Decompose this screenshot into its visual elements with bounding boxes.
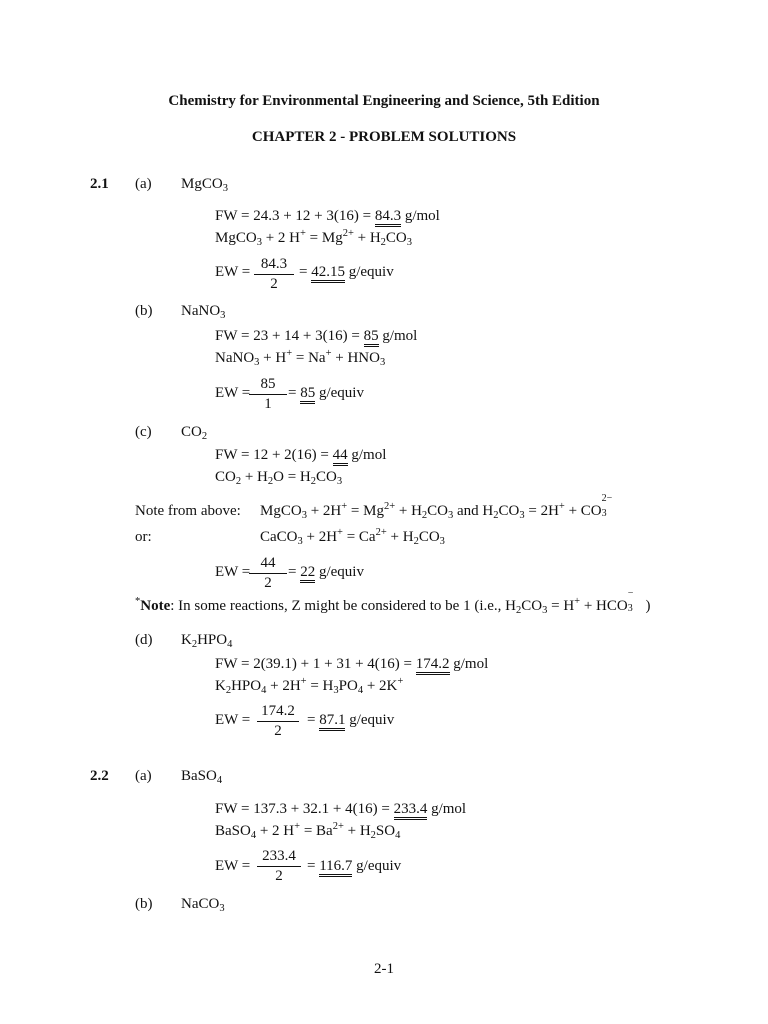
ew-fraction: $\frac{44}{2}$ [249,556,287,591]
ew-label: EW = [215,264,251,280]
ew-label: EW = [215,712,251,728]
reaction-equation: NaNO$_3$ + $H^+ = Na^+ + HNO_3$ [215,348,386,369]
formula-weight-line: FW = 23 + 14 + 3(16) = 85 g/mol [215,329,417,344]
problem-number-2-1: 2.1 [90,176,109,192]
note-from-above-label: Note from above: [135,503,241,519]
chapter-heading: CHAPTER 2 - PROBLEM SOLUTIONS [251,129,517,145]
page-number: 2-1 [374,961,394,977]
compound-co2: $CO_2$ [181,424,208,443]
reaction-equation: BaSO$_4$ + 2 $H^+ = Ba^{2+} + H_2SO_4$ [215,821,401,842]
equivalent-weight-result: = 22 g/equiv [288,565,364,580]
compound-baso4: BaSO$_4$ [181,768,223,787]
ew-fraction: $\frac{233.4}{2}$ [257,849,301,884]
equivalent-weight-result: = 116.7 g/equiv [307,859,401,874]
equivalent-weight-result: = 85 g/equiv [288,386,364,401]
part-a-label: (a) [135,176,152,192]
part-b-label: (b) [135,303,153,319]
ew-label: EW = [215,385,251,401]
compound-naco3: NaCO$_3$ [181,896,225,915]
equivalent-weight-result: = 87.1 g/equiv [307,713,394,728]
compound-mgco3: MgCO$_3$ [181,176,228,195]
ew-label: EW = [215,564,251,580]
ew-fraction: $\frac{174.2}{2}$ [257,704,299,739]
or-label: or: [135,529,152,545]
reaction-equation: $K_2HPO_4 + 2H^+ = H_3PO_4 + 2K^+$ [215,676,404,697]
formula-weight-line: FW = 137.3 + 32.1 + 4(16) = 233.4 g/mol [215,802,466,817]
reaction-equation: $CO_2 + H_2O = H_2CO_3$ [215,469,343,488]
ew-fraction: $\frac{85}{1}$ [249,377,287,412]
star-note: *Note: In some reactions, Z might be considered to be 1 (i.e., $H_2CO_3 = H^+$ + HCO − 3 ) [135,588,651,617]
document-title: Chemistry for Environmental Engineering and Science, 5th Edition [168,93,600,109]
compound-k2hpo4: $K_2HPO_4$ [181,632,233,651]
reaction-equation: MgCO$_3$ + 2 $H^+ = Mg^{2+} + H_2CO_3$ [215,228,413,249]
reaction-equation: CaCO$_3$ + $2H^+ = Ca^{2+} + H_2CO_3$ [260,527,445,548]
part-c-label: (c) [135,424,152,440]
ew-fraction: $\frac{84.3}{2}$ [254,257,294,292]
ew-label: EW = [215,858,251,874]
formula-weight-line: FW = 24.3 + 12 + 3(16) = 84.3 g/mol [215,209,440,224]
problem-number-2-2: 2.2 [90,768,109,784]
equivalent-weight-result: = 42.15 g/equiv [299,265,394,280]
formula-weight-line: FW = 12 + 2(16) = 44 g/mol [215,448,386,463]
part-b-label: (b) [135,896,153,912]
part-a-label: (a) [135,768,152,784]
reaction-equation: MgCO$_3$ + $2H^+ = Mg^{2+} + H_2CO_3$ and $H_2CO_3 = 2H^+$ + CO 2− 3 [260,493,613,522]
compound-nano3: NaNO$_3$ [181,303,226,322]
part-d-label: (d) [135,632,153,648]
formula-weight-line: FW = 2(39.1) + 1 + 31 + 4(16) = 174.2 g/mol [215,657,488,672]
